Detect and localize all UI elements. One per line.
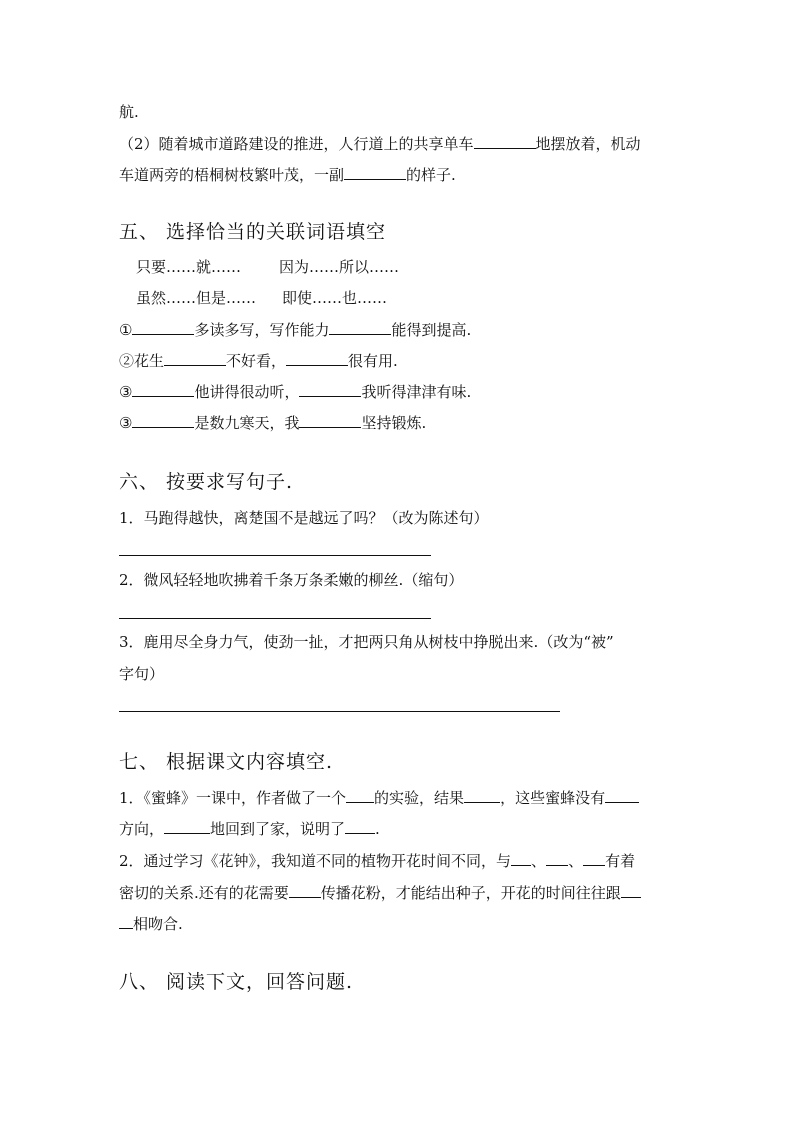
fill-blank[interactable] (132, 320, 194, 335)
fill-blank[interactable] (546, 851, 568, 866)
q-text: ① (119, 321, 133, 339)
q-text: ③ (119, 383, 133, 401)
fill-blank[interactable] (329, 320, 391, 335)
q-text: 很有用. (348, 352, 398, 370)
s5-question-4 (119, 413, 426, 433)
fill-blank[interactable] (299, 382, 361, 397)
s4-line-1 (119, 134, 641, 154)
conjunction-option: 即使……也…… (282, 289, 388, 307)
q-text: 传播花粉，才能结出种子，开花的时间往往跟 (320, 884, 621, 902)
answer-line[interactable] (119, 618, 431, 619)
answer-line[interactable] (119, 555, 431, 556)
q-text: 能得到提高. (391, 321, 472, 339)
q-text: 1．《蜜蜂》一课中，作者做了一个 (119, 789, 347, 807)
q-text: ，这些蜜蜂没有 (500, 789, 606, 807)
fill-blank[interactable] (605, 788, 639, 803)
s7-question-2-line-3 (119, 914, 183, 934)
s6-question-2: 2．微风轻轻地吹拂着千条万条柔嫩的柳丝.（缩句） (119, 571, 464, 589)
section-7-title: 七、 根据课文内容填空. (119, 751, 334, 773)
fill-blank[interactable] (345, 819, 375, 834)
s7-question-2-line-1 (119, 851, 635, 871)
q-text: 相吻合. (133, 915, 183, 933)
conjunction-options-row-2 (136, 288, 387, 308)
fill-blank[interactable] (164, 351, 226, 366)
q-text: 、 (531, 852, 547, 870)
section-5-title: 五、 选择恰当的关联词语填空 (119, 221, 387, 243)
fill-blank[interactable] (474, 134, 536, 149)
fill-blank[interactable] (344, 165, 406, 180)
q-text: 他讲得很动听， (194, 383, 300, 401)
q-text: 是数九寒天，我 (194, 414, 300, 432)
q-text: 不好看， (226, 352, 287, 370)
conjunction-option: 只要……就…… (136, 258, 242, 276)
conjunction-option: 虽然……但是…… (136, 289, 257, 307)
answer-line[interactable] (119, 711, 560, 712)
fill-blank[interactable] (583, 851, 605, 866)
section-8-title: 八、 阅读下文，回答问题. (119, 971, 354, 993)
s4-text: 航. (119, 103, 139, 121)
s4-line-0 (119, 102, 139, 122)
fill-blank[interactable] (132, 413, 194, 428)
conjunction-option: 因为……所以…… (279, 258, 400, 276)
conjunction-options-row-1 (136, 257, 399, 277)
fill-blank[interactable] (299, 413, 361, 428)
s4-text: 地摆放着，机动 (535, 135, 641, 153)
fill-blank[interactable] (511, 851, 531, 866)
q-text: 、 (568, 852, 584, 870)
q-text: ②花生 (119, 352, 165, 370)
s6-question-3a: 3．鹿用尽全身力气，使劲一扯，才把两只角从树枝中挣脱出来.（改为“被” (119, 633, 614, 651)
s4-line-2 (119, 165, 456, 185)
q-text: 有着 (605, 852, 636, 870)
fill-blank[interactable] (119, 914, 133, 929)
s4-text: （2）随着城市道路建设的推进，人行道上的共享单车 (119, 135, 474, 153)
fill-blank[interactable] (464, 788, 500, 803)
s5-question-1 (119, 320, 471, 340)
q-text: 地回到了家，说明了 (210, 820, 346, 838)
s4-text: 车道两旁的梧桐树枝繁叶茂，一副 (119, 166, 345, 184)
s5-question-3 (119, 382, 471, 402)
s4-text: 的样子. (406, 166, 456, 184)
q-text: 2．通过学习《花钟》，我知道不同的植物开花时间不同，与 (119, 852, 512, 870)
s7-question-1-line-2 (119, 819, 380, 839)
s6-question-3b: 字句） (119, 665, 165, 683)
q-text: 密切的关系.还有的花需要 (119, 884, 289, 902)
q-text: 我听得津津有味. (361, 383, 472, 401)
fill-blank[interactable] (621, 883, 641, 898)
fill-blank[interactable] (164, 819, 210, 834)
fill-blank[interactable] (289, 883, 321, 898)
s7-question-2-line-2 (119, 883, 641, 903)
fill-blank[interactable] (286, 351, 348, 366)
q-text: . (375, 820, 380, 838)
section-6-title: 六、 按要求写句子. (119, 471, 294, 493)
q-text: 的实验，结果 (374, 789, 465, 807)
q-text: 方向， (119, 820, 165, 838)
s6-question-1: 1．马跑得越快，离楚国不是越远了吗？（改为陈述句） (119, 509, 489, 527)
fill-blank[interactable] (132, 382, 194, 397)
s5-question-2 (119, 351, 398, 371)
q-text: 多读多写，写作能力 (194, 321, 330, 339)
s7-question-1-line-1 (119, 788, 639, 808)
q-text: 坚持锻炼. (361, 414, 427, 432)
fill-blank[interactable] (346, 788, 374, 803)
q-text: ③ (119, 414, 133, 432)
